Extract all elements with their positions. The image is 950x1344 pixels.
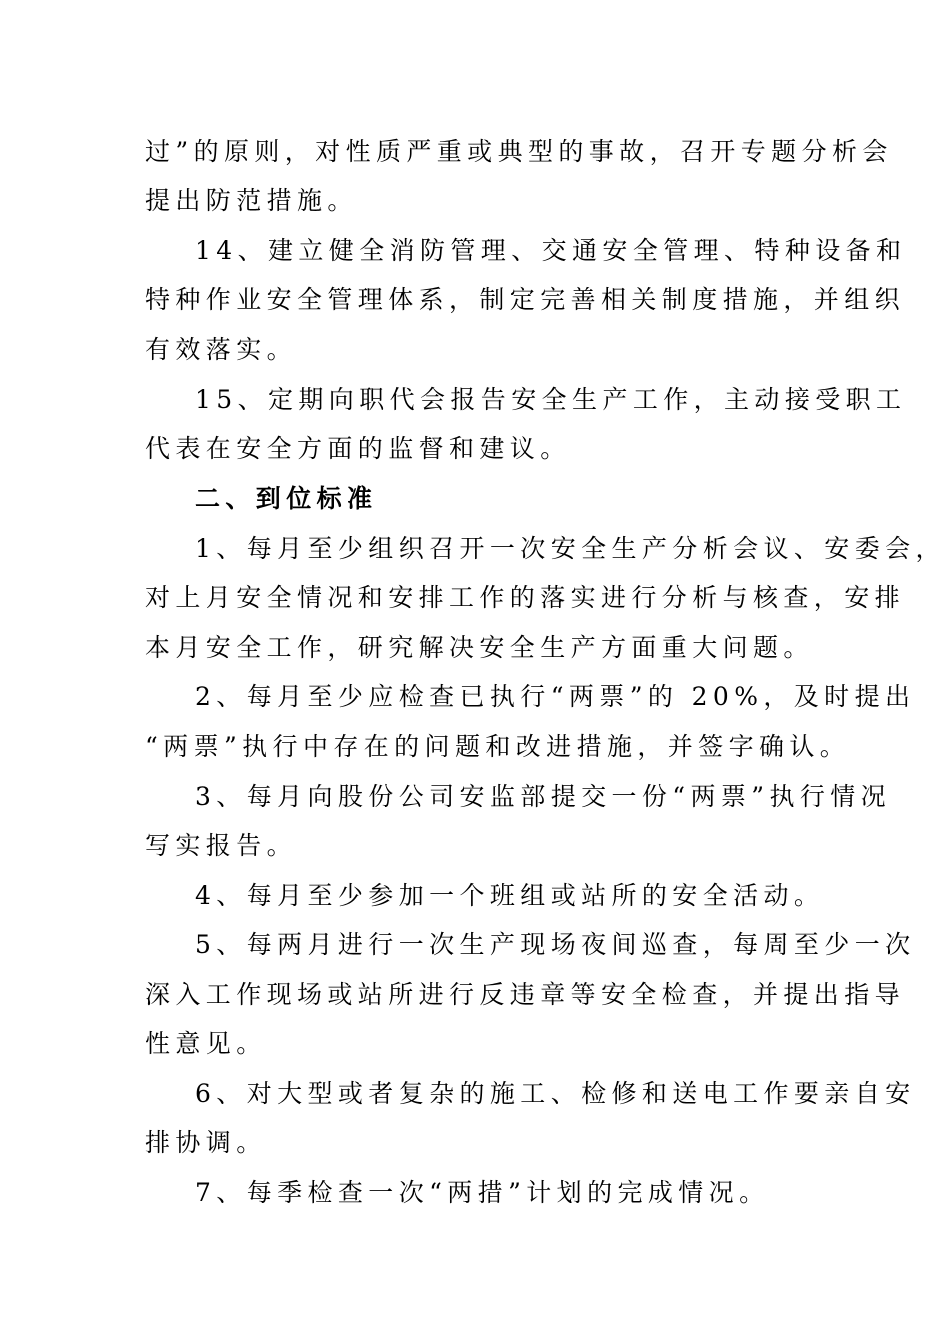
text-line: 本月安全工作，研究解决安全生产方面重大问题。 — [145, 633, 814, 662]
text-line: 提出防范措施。 — [145, 186, 358, 215]
paragraph-start-2: 2、每月至少应检查已执行“两票”的 20%，及时提出 — [195, 682, 916, 711]
paragraph-start-15: 15、定期向职代会报告安全生产工作，主动接受职工 — [195, 385, 907, 414]
text-line: 性意见。 — [145, 1029, 267, 1058]
text-line: 对上月安全情况和安排工作的落实进行分析与核查，安排 — [145, 583, 906, 612]
text-line: 代表在安全方面的监督和建议。 — [145, 434, 571, 463]
paragraph-start-4: 4、每月至少参加一个班组或站所的安全活动。 — [195, 881, 825, 910]
paragraph-start-14: 14、建立健全消防管理、交通安全管理、特种设备和 — [195, 236, 907, 265]
paragraph-start-5: 5、每两月进行一次生产现场夜间巡查，每周至少一次 — [195, 930, 916, 959]
text-line: 深入工作现场或站所进行反违章等安全检查，并提出指导 — [145, 980, 906, 1009]
paragraph-start-3: 3、每月向股份公司安监部提交一份“两票”执行情况 — [195, 782, 892, 811]
paragraph-start-6: 6、对大型或者复杂的施工、检修和送电工作要亲自安 — [195, 1079, 916, 1108]
paragraph-start-7: 7、每季检查一次“两措”计划的完成情况。 — [195, 1178, 770, 1207]
text-line: 有效落实。 — [145, 335, 298, 364]
text-line: 写实报告。 — [145, 831, 298, 860]
paragraph-start-1: 1、每月至少组织召开一次安全生产分析会议、安委会， — [195, 534, 946, 563]
section-heading: 二、到位标准 — [195, 484, 378, 513]
text-line: 过”的原则，对性质严重或典型的事故，召开专题分析会 — [145, 137, 893, 166]
text-line: 特种作业安全管理体系，制定完善相关制度措施，并组织 — [145, 285, 906, 314]
text-line: 排协调。 — [145, 1128, 267, 1157]
text-line: “两票”执行中存在的问题和改进措施，并签字确认。 — [145, 732, 851, 761]
